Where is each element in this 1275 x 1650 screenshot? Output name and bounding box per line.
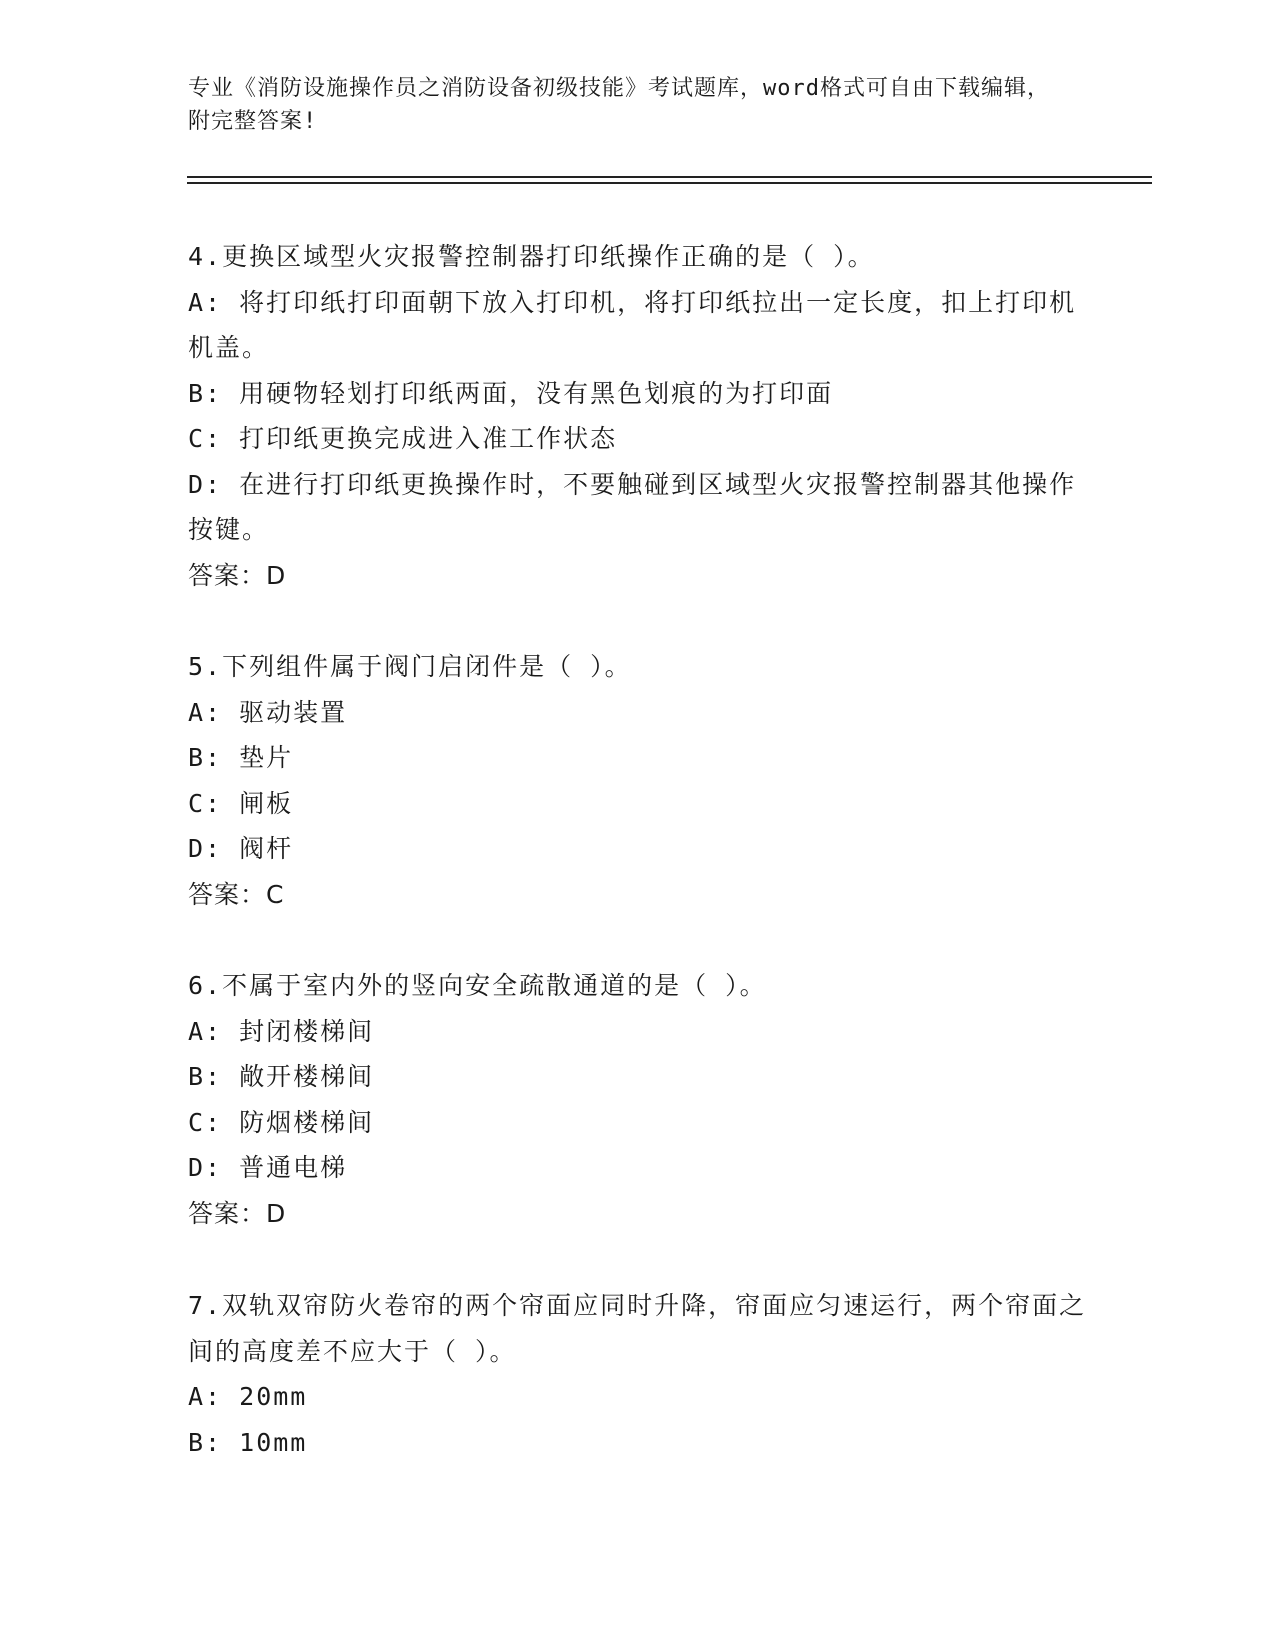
question-7	[188, 1283, 1088, 1465]
option-d: D: 阀杆	[188, 834, 294, 863]
question-stem: 6.不属于室内外的竖向安全疏散通道的是（ ）。	[188, 971, 767, 1000]
option-b: B: 10mm	[188, 1427, 308, 1457]
option-d: D: 在进行打印纸更换操作时，不要触碰到区域型火灾报警控制器其他操作按键。	[188, 469, 1077, 544]
option-d: D: 普通电梯	[188, 1153, 348, 1182]
document-header	[188, 72, 1068, 138]
option-a: A: 将打印纸打印面朝下放入打印机，将打印纸拉出一定长度，扣上打印机机盖。	[188, 287, 1077, 362]
question-4	[188, 234, 1088, 598]
option-b: B: 垫片	[188, 743, 294, 772]
question-stem: 5.下列组件属于阀门启闭件是（ ）。	[188, 652, 632, 681]
answer-label: 答案：C	[188, 879, 285, 909]
option-b: B: 敞开楼梯间	[188, 1062, 375, 1091]
option-b: B: 用硬物轻划打印纸两面，没有黑色划痕的为打印面	[188, 378, 834, 408]
option-c: C: 防烟楼梯间	[188, 1107, 375, 1137]
option-a: A: 封闭楼梯间	[188, 1016, 375, 1046]
question-6	[188, 963, 1088, 1236]
question-stem: 4.更换区域型火灾报警控制器打印纸操作正确的是（ ）。	[188, 242, 875, 271]
header-rule-top	[187, 176, 1152, 178]
option-a: A: 驱动装置	[188, 697, 348, 727]
option-a: A: 20mm	[188, 1382, 308, 1411]
header-rule-bottom	[187, 182, 1152, 184]
question-5	[188, 644, 1088, 917]
answer-label: 答案：D	[188, 1198, 287, 1228]
answer-label: 答案：D	[188, 560, 287, 590]
header-intro-text: 专业《消防设施操作员之消防设备初级技能》考试题库，word格式可自由下载编辑，附完整答案!	[188, 76, 1050, 134]
question-stem: 7.双轨双帘防火卷帘的两个帘面应同时升降，帘面应匀速运行，两个帘面之间的高度差不应大于（ ）。	[188, 1291, 1087, 1366]
option-c: C: 闸板	[188, 788, 294, 818]
option-c: C: 打印纸更换完成进入准工作状态	[188, 424, 618, 453]
